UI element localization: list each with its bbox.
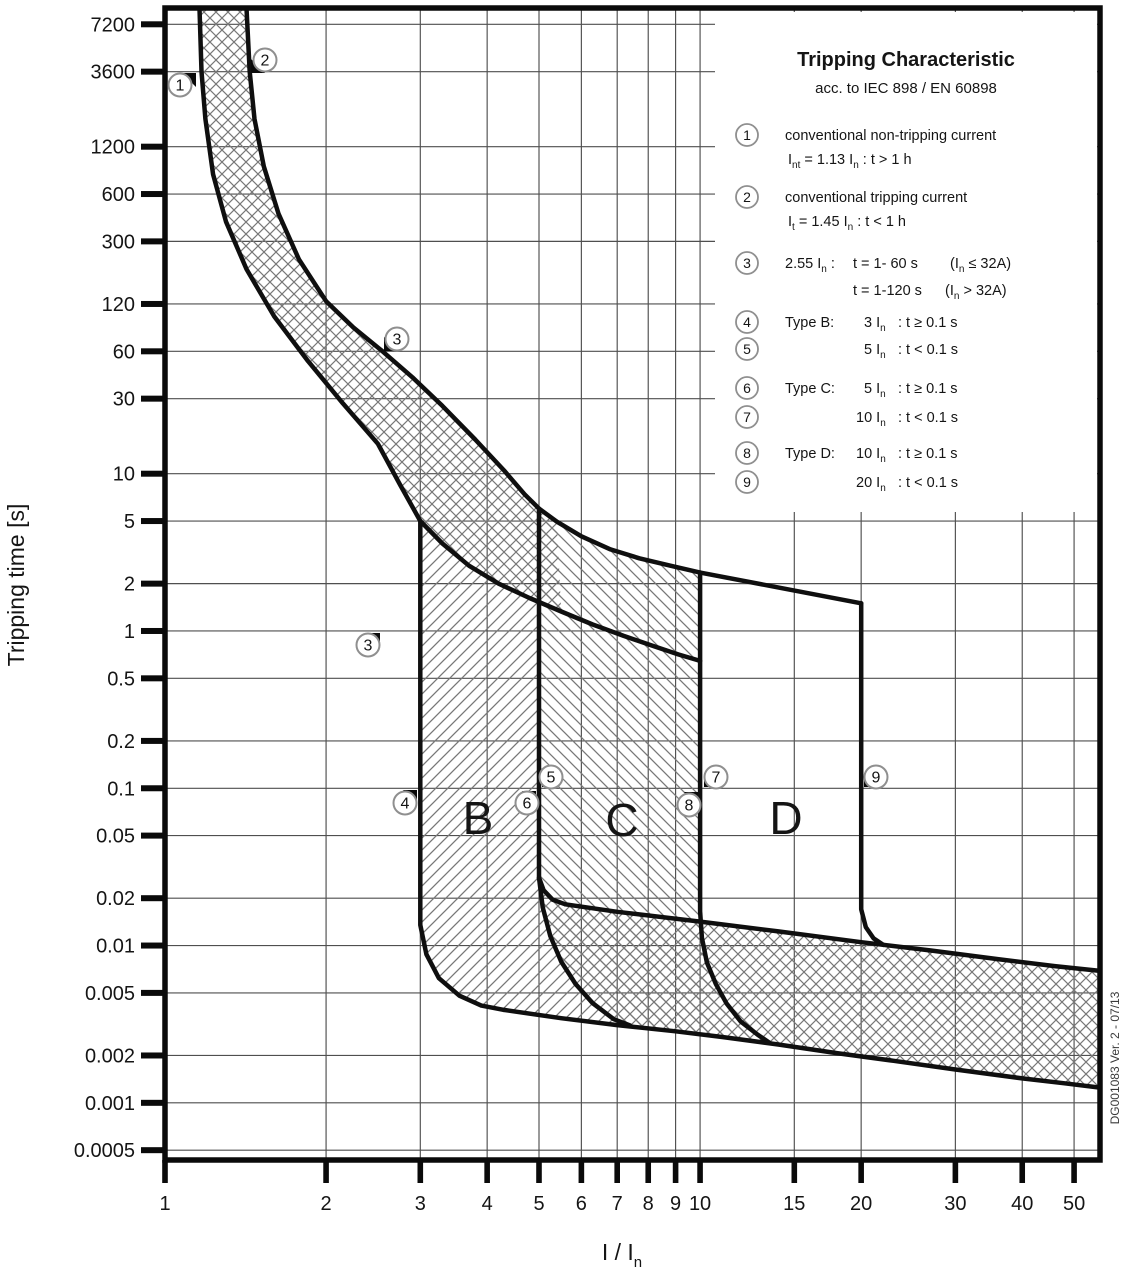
callout-marker-7 [704,766,728,789]
y-tick-label: 7200 [90,14,135,37]
legend-item-text: : t ≥ 0.1 s [898,315,958,331]
marker-number: 3 [363,637,373,655]
y-tick [141,1052,165,1058]
callout-marker-1 [169,73,197,97]
x-tick [1019,1160,1025,1183]
legend-item-text: Type C: [785,381,835,397]
y-tick-label: 0.02 [96,888,135,911]
legend-item-text: conventional non-tripping current [785,128,997,144]
y-tick-label: 1 [123,620,135,643]
callout-marker-6 [516,791,539,815]
x-tick-label: 10 [688,1193,712,1215]
y-tick-label: 0.05 [96,825,135,848]
legend-item-text: 3 $I_n$ [864,315,886,334]
marker-number: 1 [175,77,185,95]
y-tick [141,518,165,524]
region-label-d: D [769,792,803,844]
callout-marker-3 [357,633,381,657]
y-tick-label: 60 [112,341,135,364]
y-tick [141,348,165,354]
marker-number: 2 [260,52,270,70]
legend-item-number: 5 [743,341,751,357]
y-tick-label: 0.005 [84,982,135,1005]
legend-item-text: $I_{nt} = 1.13$ $I_n$ : t > 1 h [788,152,912,171]
y-tick [141,238,165,244]
y-tick-label: 0.2 [107,730,135,753]
chart-subtitle: acc. to IEC 898 / EN 60898 [815,80,997,97]
x-tick-label: 20 [850,1193,873,1215]
marker-number: 3 [392,331,402,349]
legend-item-text: : t < 0.1 s [898,342,959,358]
y-tick [141,301,165,307]
callout-marker-3 [384,328,409,352]
legend-item-text: 5 $I_n$ [864,342,886,361]
y-tick [141,144,165,150]
y-tick [141,628,165,634]
y-tick [141,990,165,996]
legend-item-text: $(I_n \le 32A)$ [950,256,1012,275]
callout-marker-8 [678,792,701,817]
marker-number: 7 [711,769,721,787]
y-tick [141,69,165,75]
y-tick-label: 10 [112,463,135,486]
legend-item-text: : t ≥ 0.1 s [898,381,958,397]
marker-number: 4 [400,795,410,813]
y-tick [141,895,165,901]
x-tick [579,1160,585,1183]
legend-item-number: 7 [743,409,751,425]
y-tick-label: 3600 [90,61,135,84]
x-tick [1071,1160,1077,1183]
x-tick [614,1160,620,1183]
x-tick-label: 3 [414,1193,426,1215]
type-d-upper-line [700,573,861,604]
y-tick-label: 1200 [90,136,135,159]
legend-item-text: t = 1-120 s [853,283,922,299]
y-tick-label: 0.5 [107,668,135,691]
x-tick [673,1160,679,1183]
y-tick-label: 0.0005 [73,1140,135,1163]
y-tick-label: 2 [123,573,135,596]
x-tick-label: 6 [575,1193,587,1215]
y-tick [141,1100,165,1106]
legend-item-text: 5 $I_n$ [864,381,886,400]
x-tick-label: 15 [783,1193,806,1215]
y-tick-label: 0.01 [96,935,135,958]
legend-item-text: 10 $I_n$ [856,446,886,465]
legend-item-number: 9 [743,474,751,490]
callout-marker-9 [864,766,888,789]
y-axis-title: Tripping time [s] [3,503,29,667]
y-tick-label: 0.001 [84,1092,135,1115]
marker-number: 5 [546,769,556,787]
legend-item-text: t = 1- 60 s [853,256,918,272]
x-tick [953,1160,959,1183]
legend-item-text: : t < 0.1 s [898,475,959,491]
y-tick [141,943,165,949]
x-tick [697,1160,703,1183]
x-tick [791,1160,797,1183]
legend-item-number: 6 [743,380,751,396]
y-tick-label: 5 [123,511,135,534]
y-tick-label: 120 [101,293,135,316]
region-label-b: B [462,792,494,844]
x-tick-label: 9 [670,1193,682,1215]
x-axis-title: I / $I_n$ [601,1239,643,1271]
x-axis-title-subscript: n [633,1254,643,1271]
y-tick [141,833,165,839]
x-tick-label: 5 [533,1193,545,1215]
y-tick-label: 300 [101,231,135,254]
legend-item-text: 2.55 $I_n$ : [785,256,835,275]
x-tick-label: 30 [944,1193,967,1215]
y-tick [141,191,165,197]
y-tick [141,785,165,791]
x-tick [162,1160,168,1183]
chart-title: Tripping Characteristic [797,49,1015,71]
document-id-watermark: DG001083 Ver. 2 - 07/13 [1108,991,1122,1125]
marker-number: 6 [522,795,532,813]
y-tick [141,21,165,27]
x-tick [536,1160,542,1183]
callout-marker-5 [540,766,563,789]
y-tick [141,396,165,402]
y-tick [141,581,165,587]
y-tick [141,738,165,744]
y-tick-label: 0.002 [84,1045,135,1068]
legend-item-number: 3 [743,255,751,271]
x-tick-label: 2 [320,1193,332,1215]
legend-item-text: Type B: [785,315,835,331]
y-tick [141,471,165,477]
legend-item-text: : t < 0.1 s [898,410,959,426]
x-tick-label: 50 [1062,1193,1086,1215]
y-tick-label: 0.1 [107,778,135,801]
y-tick-label: 30 [112,388,135,411]
legend-item-text: : t ≥ 0.1 s [898,446,958,462]
x-tick-label: 4 [481,1193,493,1215]
x-tick [645,1160,651,1183]
x-tick [417,1160,423,1183]
legend-item-text: 10 $I_n$ [856,410,886,429]
y-tick-label: 600 [101,184,135,207]
x-tick-label: 7 [611,1193,623,1215]
legend-item-text: 20 $I_n$ [856,475,886,494]
marker-number: 9 [871,769,881,787]
y-tick [141,675,165,681]
x-tick-label: 40 [1011,1193,1034,1215]
x-tick-label: 1 [159,1193,171,1215]
x-tick [484,1160,490,1183]
legend-item-text: conventional tripping current [785,190,968,206]
callout-marker-2 [251,49,277,74]
legend-item-text: Type D: [785,446,835,462]
legend-item-number: 4 [743,314,751,330]
legend-item-number: 2 [743,189,751,205]
chart-generated-layers [74,8,1100,1215]
legend-item-text: $(I_n > 32A)$ [945,283,1007,302]
legend-item-number: 8 [743,445,751,461]
y-tick [141,1147,165,1153]
legend-item-number: 1 [743,127,751,143]
x-tick [858,1160,864,1183]
region-label-c: C [605,794,639,846]
x-tick-label: 8 [642,1193,654,1215]
legend-item-text: $I_t = 1.45$ $I_n$ : t < 1 h [788,214,906,233]
callout-marker-4 [394,790,418,815]
marker-number: 8 [684,797,694,815]
x-tick [323,1160,329,1183]
